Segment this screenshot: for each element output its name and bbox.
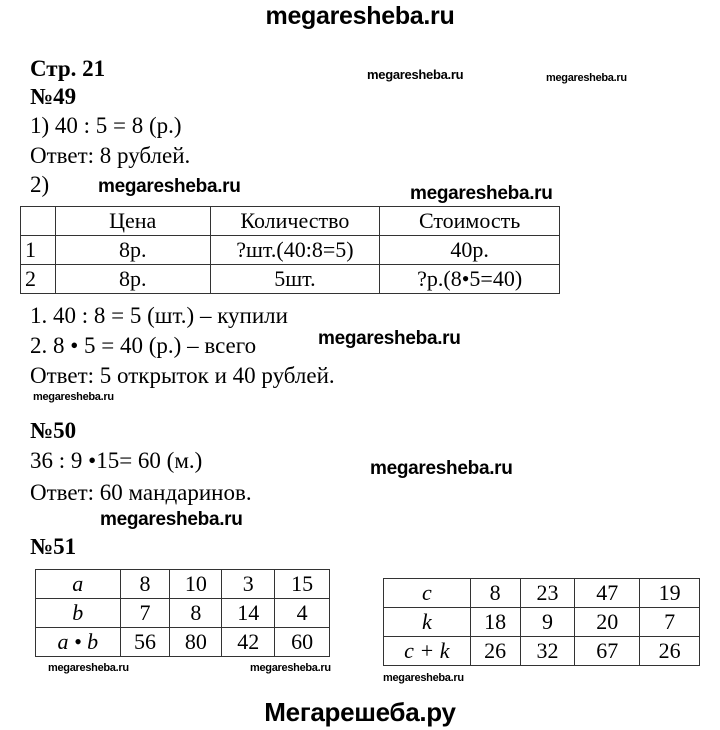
page-label: Стр. 21 xyxy=(30,56,106,81)
table-header-row xyxy=(21,207,560,236)
table-cell: 7 xyxy=(120,599,170,628)
table-row xyxy=(384,608,700,637)
table-cell: 56 xyxy=(120,628,170,657)
table-cell: 2 xyxy=(21,265,56,294)
table-c-k xyxy=(383,578,700,666)
table-row xyxy=(36,628,330,657)
price-table xyxy=(20,206,560,294)
table-cell: 26 xyxy=(470,637,520,666)
watermark: megaresheba.ru xyxy=(48,662,129,674)
task49-step1: 1. 40 : 8 = 5 (шт.) – купили xyxy=(30,303,288,328)
table-cell: 15 xyxy=(275,570,330,599)
site-header: megaresheba.ru xyxy=(265,2,455,30)
table-row xyxy=(36,570,330,599)
table-cell: 47 xyxy=(575,579,640,608)
table-cell: 32 xyxy=(520,637,575,666)
watermark: megaresheba.ru xyxy=(33,391,114,403)
table-cell: 8 xyxy=(470,579,520,608)
task50-answer: Ответ: 60 мандаринов. xyxy=(30,480,252,505)
task50-line1: 36 : 9 •15= 60 (м.) xyxy=(30,448,203,473)
task49-part2: 2) xyxy=(30,172,50,197)
table-cell: 8р. xyxy=(55,236,210,265)
header-cell: Количество xyxy=(210,207,380,236)
table-cell: 18 xyxy=(470,608,520,637)
row-label-cell: c + k xyxy=(384,637,471,666)
row-label-cell: c xyxy=(384,579,471,608)
table-cell: 8 xyxy=(170,599,222,628)
table-cell: 10 xyxy=(170,570,222,599)
header-cell xyxy=(21,207,56,236)
table-cell: 42 xyxy=(222,628,275,657)
table-cell: 20 xyxy=(575,608,640,637)
table-cell: 80 xyxy=(170,628,222,657)
table-cell: 1 xyxy=(21,236,56,265)
table-cell: 19 xyxy=(640,579,700,608)
task49-step2: 2. 8 • 5 = 40 (р.) – всего xyxy=(30,333,257,358)
header-cell: Стоимость xyxy=(380,207,560,236)
task49-line1: 1) 40 : 5 = 8 (р.) xyxy=(30,113,182,138)
watermark: megaresheba.ru xyxy=(383,672,464,684)
task51-title: №51 xyxy=(30,534,77,559)
table-cell: 60 xyxy=(275,628,330,657)
watermark: megaresheba.ru xyxy=(318,328,461,349)
watermark: megaresheba.ru xyxy=(410,183,553,204)
table-cell: 40р. xyxy=(380,236,560,265)
table-cell: 14 xyxy=(222,599,275,628)
table-cell: ?шт.(40:8=5) xyxy=(210,236,380,265)
row-label-cell: k xyxy=(384,608,471,637)
watermark: megaresheba.ru xyxy=(367,67,464,82)
table-cell: 4 xyxy=(275,599,330,628)
table-row xyxy=(21,236,560,265)
table-cell: ?р.(8•5=40) xyxy=(380,265,560,294)
table-row xyxy=(384,637,700,666)
watermark: megaresheba.ru xyxy=(370,458,513,479)
table-cell: 8р. xyxy=(55,265,210,294)
table-cell: 9 xyxy=(520,608,575,637)
table-a-b xyxy=(35,569,330,657)
task49-answer1: Ответ: 8 рублей. xyxy=(30,143,191,168)
task50-title: №50 xyxy=(30,418,77,443)
table-cell: 23 xyxy=(520,579,575,608)
table-cell: 67 xyxy=(575,637,640,666)
table-row xyxy=(21,265,560,294)
site-footer: Мегарешеба.ру xyxy=(264,697,456,727)
header-cell: Цена xyxy=(55,207,210,236)
row-label-cell: a • b xyxy=(36,628,121,657)
table-cell: 5шт. xyxy=(210,265,380,294)
table-cell: 3 xyxy=(222,570,275,599)
table-row xyxy=(384,579,700,608)
table-cell: 8 xyxy=(120,570,170,599)
watermark: megaresheba.ru xyxy=(100,509,243,530)
watermark: megaresheba.ru xyxy=(546,72,627,84)
task49-answer2: Ответ: 5 открыток и 40 рублей. xyxy=(30,363,335,388)
task49-title: №49 xyxy=(30,84,77,109)
watermark: megaresheba.ru xyxy=(98,176,241,197)
table-cell: 7 xyxy=(640,608,700,637)
watermark: megaresheba.ru xyxy=(250,662,331,674)
table-cell: 26 xyxy=(640,637,700,666)
table-row xyxy=(36,599,330,628)
row-label-cell: a xyxy=(36,570,121,599)
row-label-cell: b xyxy=(36,599,121,628)
